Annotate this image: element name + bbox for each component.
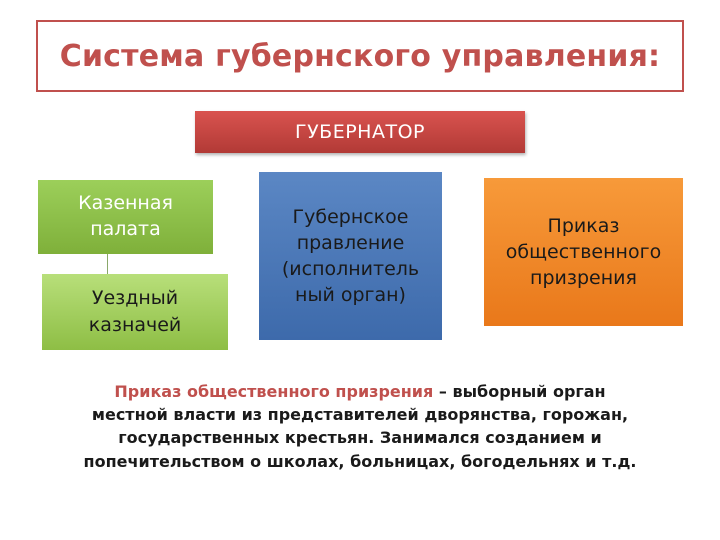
- slide-title: Система губернского управления:: [59, 38, 661, 74]
- gubernskoe-line: правление: [296, 231, 405, 254]
- connector-line: [107, 254, 108, 274]
- uezdny-line: казначей: [88, 314, 182, 336]
- description-line: государственных крестьян. Занимался созданием и: [118, 428, 602, 448]
- gubernskoe-line: (исполнитель: [281, 258, 420, 280]
- governor-label: ГУБЕРНАТОР: [295, 121, 425, 143]
- prikaz-line: Приказ: [547, 214, 620, 237]
- uezdny-kaznachey-box: [42, 274, 228, 350]
- kazennaya-palata-box: [38, 180, 213, 254]
- description-rest: – выборный орган: [433, 382, 606, 401]
- description-line: попечительством о школах, больницах, богодельнях и т.д.: [83, 451, 637, 471]
- description-line-1: [40, 380, 680, 403]
- gubernskoe-pravlenie-box: [259, 172, 442, 340]
- prikaz-line: призрения: [530, 267, 637, 290]
- governor-box: [195, 111, 525, 153]
- prikaz-line: общественного: [505, 240, 662, 263]
- gubernskoe-line: ный орган): [295, 284, 406, 307]
- description-term: Приказ общественного призрения: [114, 382, 434, 401]
- kazennaya-line: Казенная: [78, 192, 173, 215]
- description-text: [40, 380, 680, 473]
- kazennaya-line: палата: [90, 218, 161, 240]
- gubernskoe-line: Губернское: [292, 205, 409, 228]
- title-box: [36, 20, 684, 92]
- uezdny-line: Уездный: [91, 287, 179, 310]
- description-line: местной власти из представителей дворянства, горожан,: [91, 405, 629, 425]
- prikaz-box: [484, 178, 683, 326]
